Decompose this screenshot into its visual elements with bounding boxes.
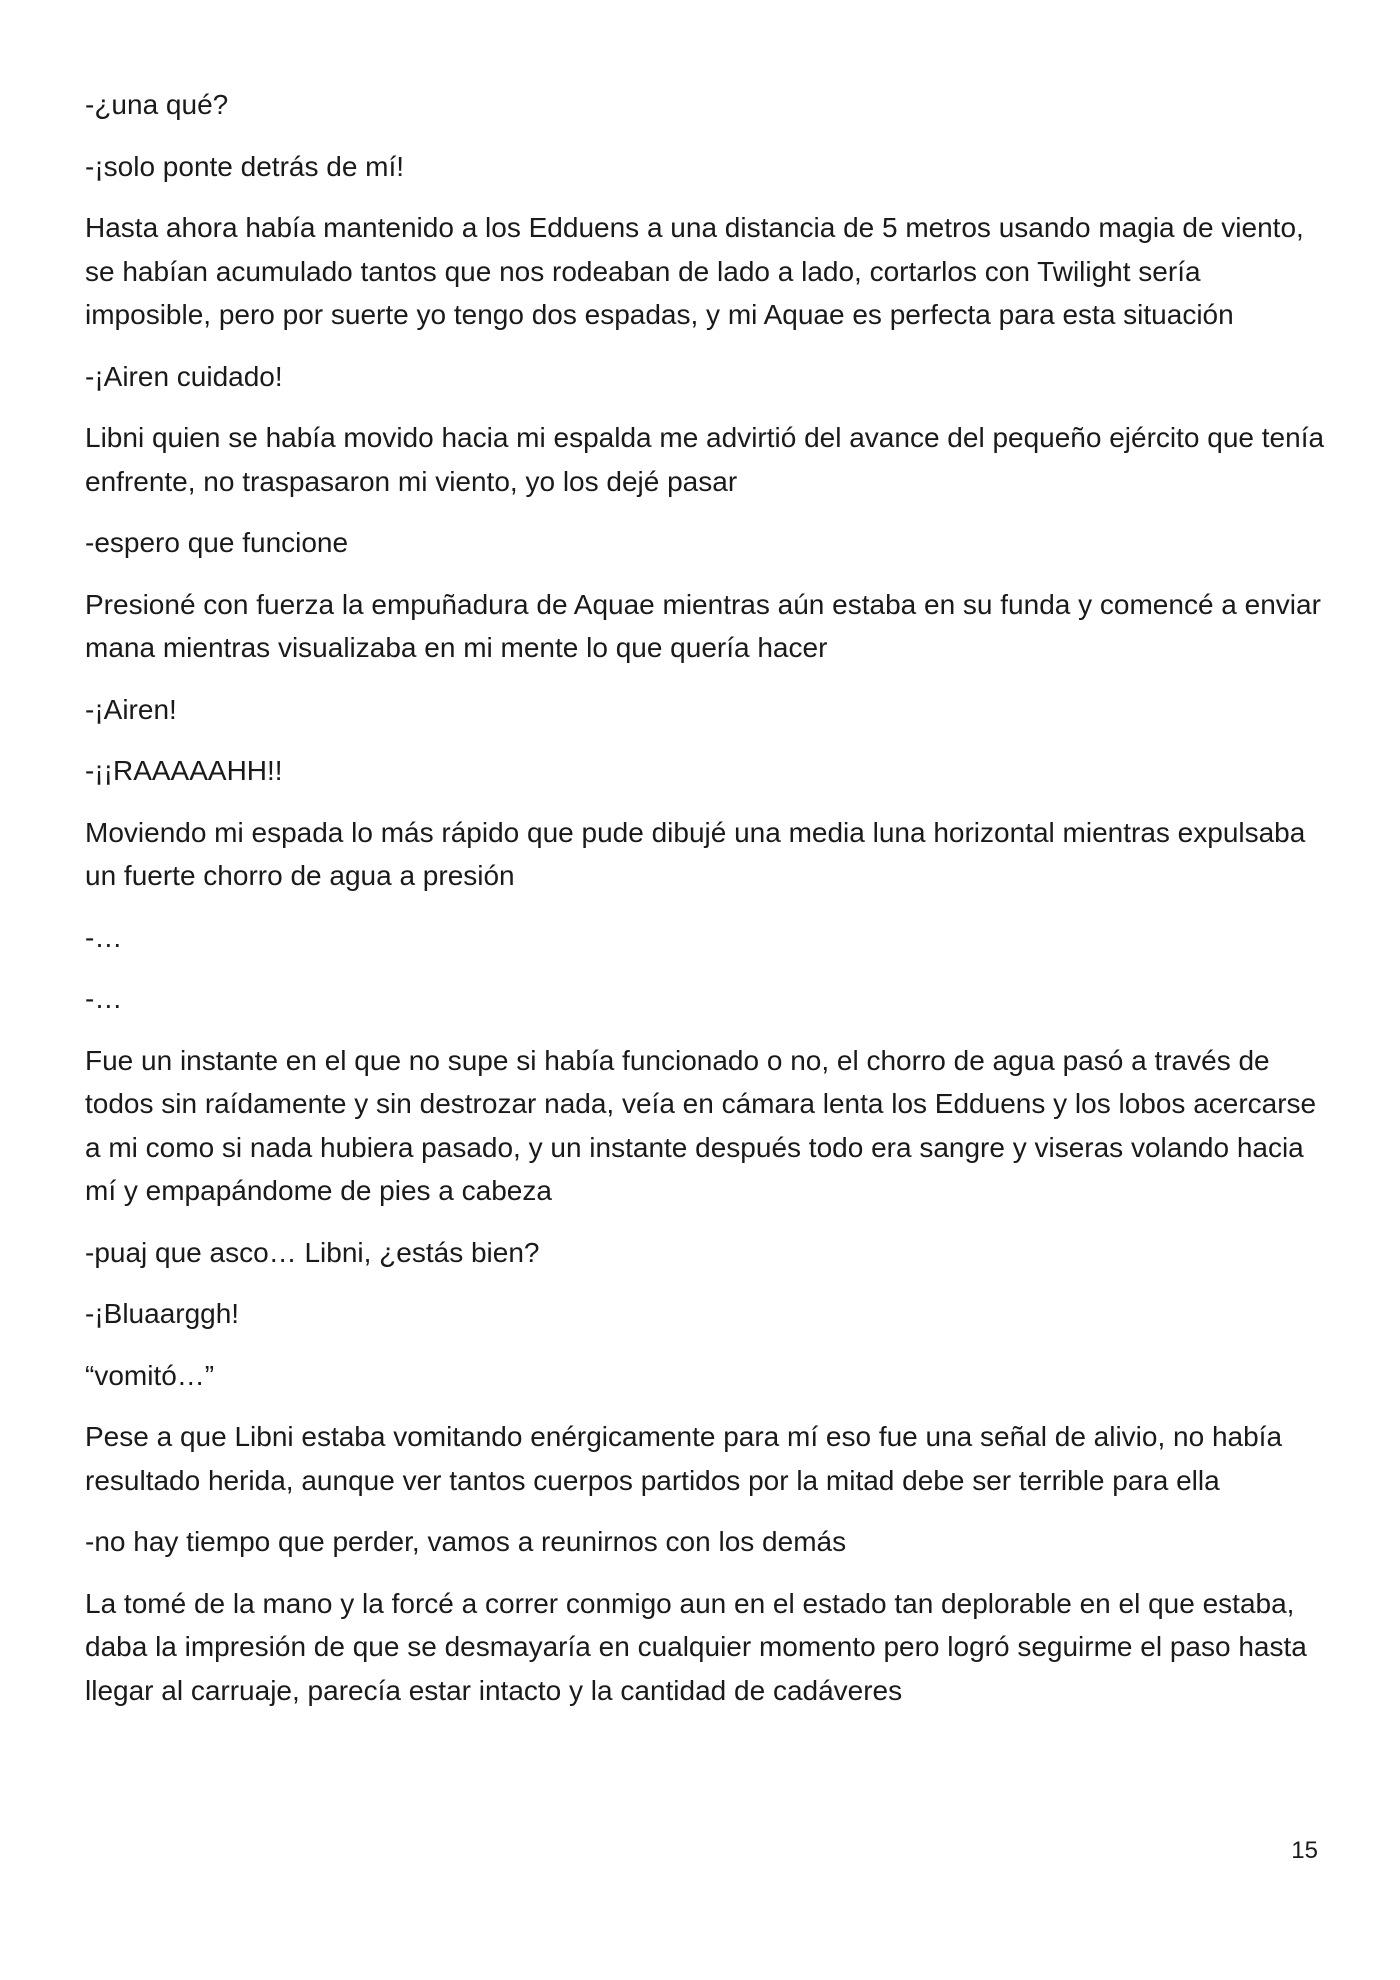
paragraph: -¡Airen cuidado! [85, 360, 283, 392]
paragraph: -no hay tiempo que perder, vamos a reunirnos con los demás [85, 1526, 847, 1557]
paragraph: La tomé de la mano y la forcé a correr conmigo aun en el estado tan deplorable en el que estaba, daba la impresión de que se desmayaría en cualquier momento pero logró seguirme el paso hasta llegar al carruaje, parecía estar intacto y la cantidad de cadáveres [85, 1587, 1307, 1706]
paragraph: -espero que funcione [85, 527, 349, 558]
paragraph: Moviendo mi espada lo más rápido que pude dibujé una media luna horizontal mientras expulsaba un fuerte chorro de agua a presión [85, 816, 1306, 891]
paragraph: -¡Bluaarggh! [85, 1298, 240, 1329]
paragraph: -¡Airen! [85, 693, 177, 725]
paragraph: Pese a que Libni estaba vomitando enérgicamente para mí eso fue una señal de alivio, no había resultado herida, aunque ver tantos cuerpos partidos por la mitad debe ser terrible para ella [85, 1421, 1283, 1496]
paragraph: -¡solo ponte detrás de mí! [85, 150, 405, 182]
paragraph: -… [85, 983, 123, 1014]
page-number: 15 [1291, 1837, 1318, 1864]
paragraph: -¿una qué? [85, 89, 229, 120]
paragraph: -… [85, 921, 123, 953]
paragraph: Libni quien se había movido hacia mi espalda me advirtió del avance del pequeño ejército que tenía enfrente, no traspasaron mi viento, yo los dejé pasar [85, 422, 1325, 497]
paragraph: Fue un instante en el que no supe si había funcionado o no, el chorro de agua pasó a través de todos sin raídamente y sin destrozar nada, veía en cámara lenta los Edduens y los lobos acercarse a mi como si nada hubiera pasado, y un instante después todo era sangre y viseras volando hacia mí y empapándome de pies a cabeza [85, 1044, 1317, 1206]
paragraph: -¡¡RAAAAAHH!! [85, 755, 283, 786]
paragraph: Hasta ahora había mantenido a los Edduens a una distancia de 5 metros usando magia de viento, se habían acumulado tantos que nos rodeaban de lado a lado, cortarlos con Twilight sería imposible, pero por suerte yo tengo dos espadas, y mi Aquae es perfecta para esta situación [85, 212, 1304, 330]
body-text [85, 83, 1325, 1730]
paragraph: Presioné con fuerza la empuñadura de Aquae mientras aún estaba en su funda y comencé a enviar mana mientras visualizaba en mi mente lo que quería hacer [85, 588, 1321, 663]
paragraph: -puaj que asco… Libni, ¿estás bien? [85, 1236, 540, 1268]
paragraph: “vomitó…” [85, 1359, 215, 1391]
